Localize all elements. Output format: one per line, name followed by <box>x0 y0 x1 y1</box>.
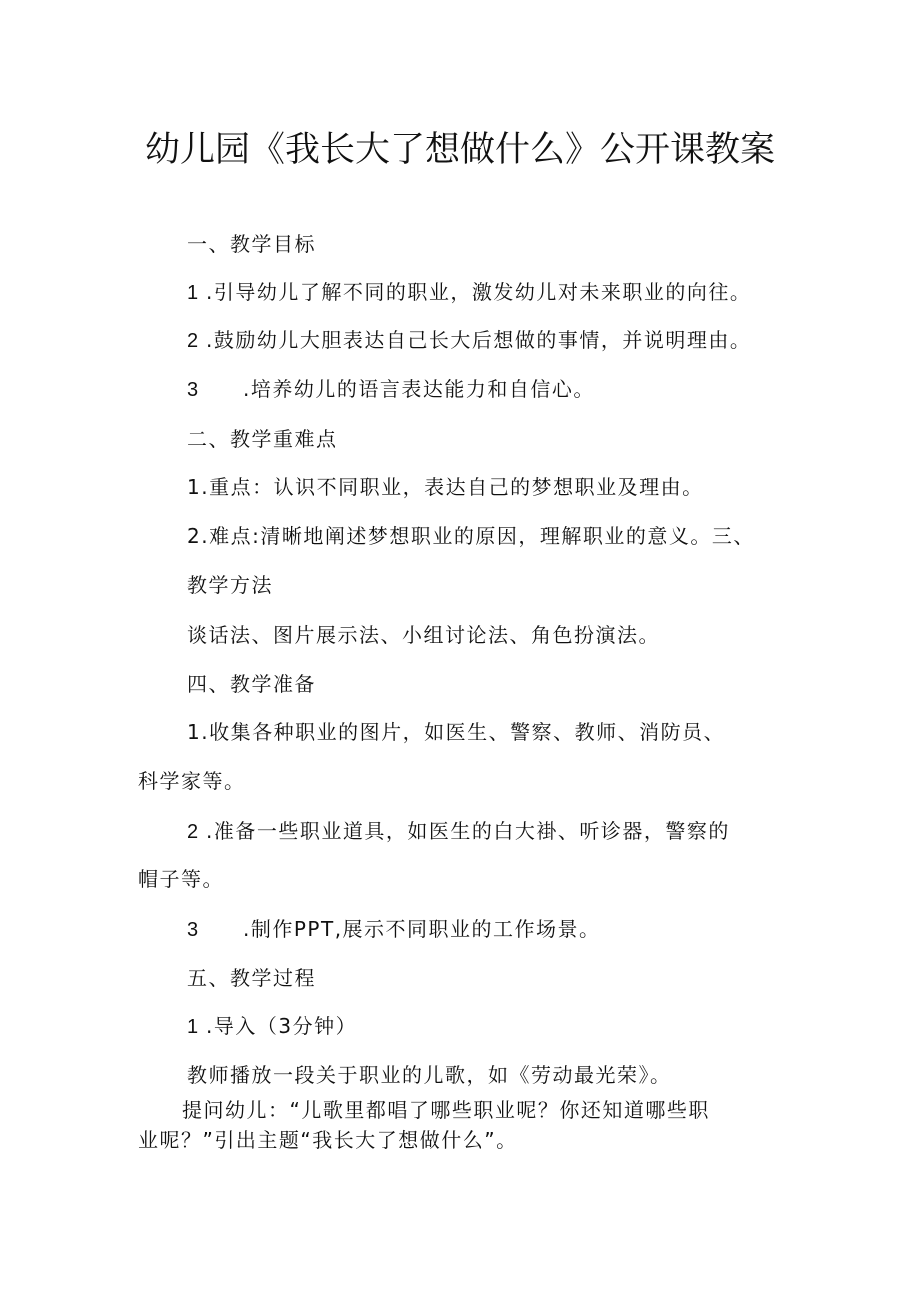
goal-1-number: 1 <box>187 282 199 304</box>
goal-1-text: .引导幼儿了解不同的职业，激发幼儿对未来职业的向往。 <box>205 280 752 304</box>
methods-text: 谈话法、图片展示法、小组讨论法、角色扮演法。 <box>187 623 660 647</box>
goal-2-number: 2 <box>187 330 199 352</box>
prep-heading: 四、教学准备 <box>187 672 316 696</box>
prep-3 <box>187 914 601 945</box>
process-heading: 五、教学过程 <box>187 966 316 990</box>
process-1 <box>187 1011 357 1042</box>
goals-heading: 一、教学目标 <box>187 232 316 256</box>
prep-2-number: 2 <box>187 821 199 843</box>
prep-1-line-1: 1.收集各种职业的图片，如医生、警察、教师、消防员、 <box>187 720 726 744</box>
methods-heading: 教学方法 <box>187 573 273 597</box>
process-1-paragraph-2-line-1: 提问幼儿：“儿歌里都唱了哪些职业呢？你还知道哪些职 <box>182 1098 710 1122</box>
goal-3-text: .培养幼儿的语言表达能力和自信心。 <box>243 377 595 401</box>
goal-2 <box>187 325 751 356</box>
prep-2-text: .准备一些职业道具，如医生的白大褂、听诊器，警察的 <box>205 819 730 843</box>
key-point-2: 2.难点:清晰地阐述梦想职业的原因，理解职业的意义。三、 <box>187 524 755 548</box>
prep-2-line-1 <box>187 816 730 847</box>
prep-3-number: 3 <box>187 919 199 941</box>
goal-3-number: 3 <box>187 379 199 401</box>
document-title: 幼儿园《我长大了想做什么》公开课教案 <box>144 130 775 170</box>
prep-1-line-2: 科学家等。 <box>138 769 246 793</box>
process-1-number: 1 <box>187 1016 199 1038</box>
key-heading: 二、教学重难点 <box>187 427 338 451</box>
goal-2-text: .鼓励幼儿大胆表达自己长大后想做的事情，并说明理由。 <box>205 328 752 352</box>
process-1-paragraph-2-line-2: 业呢？”引出主题“我长大了想做什么”。 <box>138 1128 518 1152</box>
key-point-1: 1.重点：认识不同职业，表达自己的梦想职业及理由。 <box>187 475 704 499</box>
prep-3-text: .制作PPT,展示不同职业的工作场景。 <box>243 917 601 941</box>
goal-1 <box>187 277 751 308</box>
process-1-paragraph-1: 教师播放一段关于职业的儿歌，如《劳动最光荣》。 <box>187 1063 672 1087</box>
goal-3 <box>187 374 595 405</box>
prep-2-line-2: 帽子等。 <box>138 867 224 891</box>
process-1-text: .导入（3分钟） <box>205 1014 358 1038</box>
